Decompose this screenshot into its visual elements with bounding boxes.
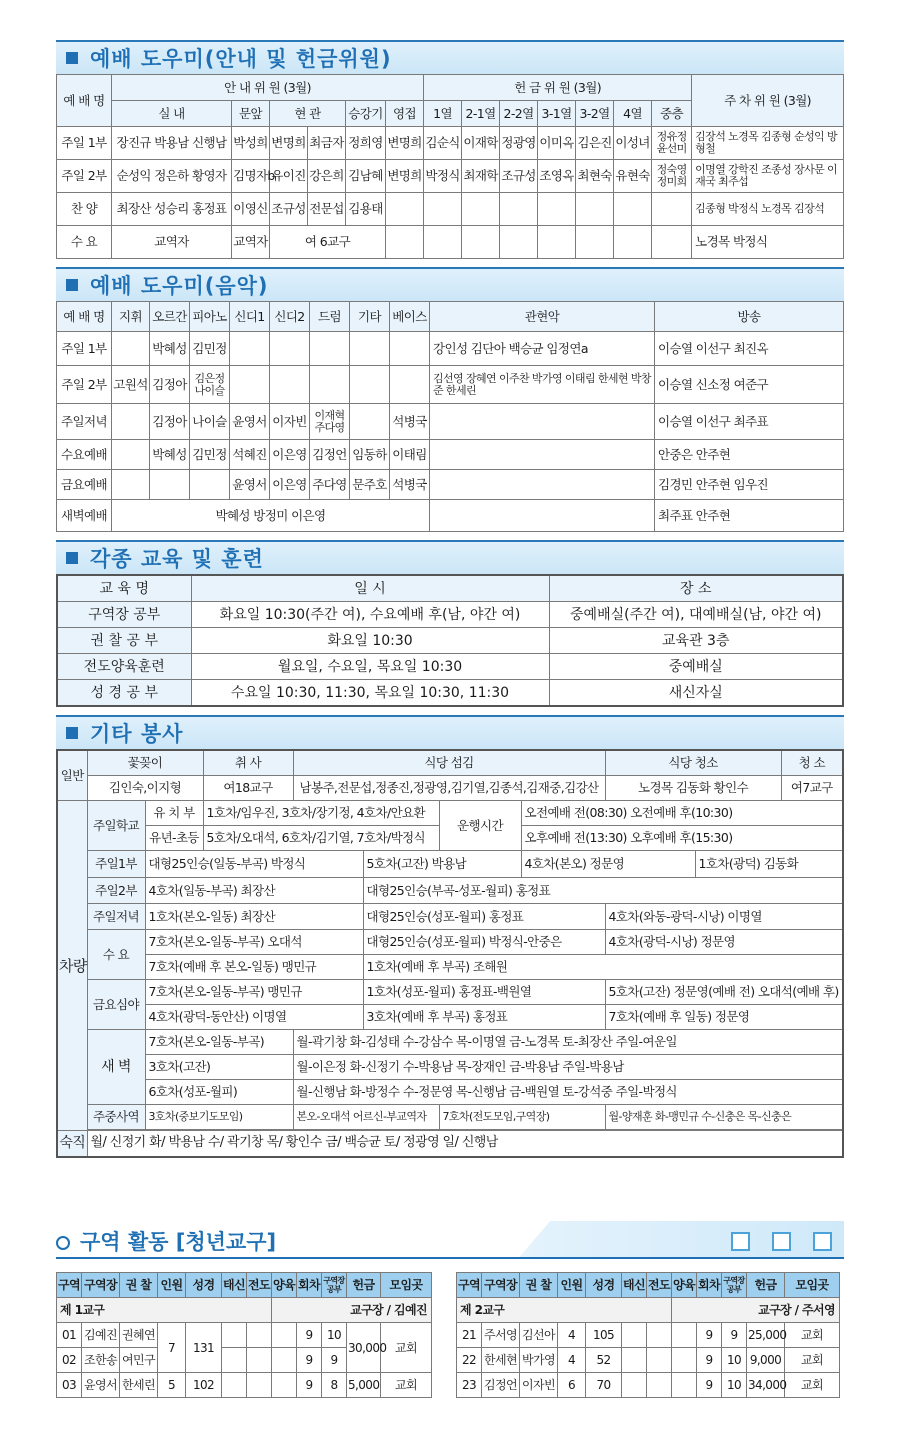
education-table: 교 육 명 일 시 장 소 구역장 공부 화요일 10:30(주간 여), 수요예배 후(남, 야간 여) 중예배실(주간 여), 대예배실(남, 야간 여) 권 찰 공 부 화요일 10:30 교육관 3층 전도양육훈련 월요일, 수요일, 목요일 10:30 중예배실 성 경 공 부 수요일 10:30, 11:30, 목요일 10:30, 11:30 새신자실 (56, 574, 844, 707)
guide-offering-table: 예 배 명 안 내 위 원 (3월) 헌 금 위 원 (3월) 주 차 위 원 (3월) 실 내 문앞 현 관 승강기 영접 1열 2-1열 2-2열 3-1열 3-2열 4열 중층 주일 1부 장진규 박용남 신행남 박성희 변명희 최금자 정희영 변명희 김순식 이재학 정광영 이미옥 김은진 이성녀 정유정 윤선미 김장석 노경목 김종형 순성익 방형철 주일 2부 순성익 정은하 황영자 김명자b 유이진 강은희 김남혜 변명희 박정식 최재학 조규성 조영옥 최현숙 유현숙 정숙영 정미희 이명열 강학진 조종성 장사문 이재국 최주섭 찬 양 최장산 성승리 홍정표 이영신 조규성 전문섭 김용태 김종형 박정식 노경목 김장석 수 요 교역자 교역자 여 6교구 노경목 박정식 (56, 74, 844, 259)
district-2-table: 구역 구역장 권 찰 인원 성경 태신 전도 양육 회차 구역장 공부 헌금 모임곳 제 2교구 교구장 / 주서영 21 주서영 김선아 4 105 9 9 25,000 교회 22 한세현 박가영 4 52 9 10 9,000 교회 23 김정언 이자빈 6 70 9 10 34,000 교회 (456, 1272, 840, 1398)
label-night-duty: 숙직 (57, 1131, 87, 1157)
table-row: 03 윤영서 한세린 5 102 9 8 5,000 교회 (57, 1373, 432, 1398)
table-row: 주일 2부 고원석 김정아 김은정 나이슬 김선영 장혜연 이주찬 박가영 이태림 한세현 박창준 한세린 이승열 신소정 여준구 (57, 366, 844, 404)
table-row: 주일 2부 순성익 정은하 황영자 김명자b 유이진 강은희 김남혜 변명희 박정식 최재학 조규성 조영옥 최현숙 유현숙 정숙영 정미희 이명열 강학진 조종성 장사문 이재국 최주섭 (57, 160, 844, 193)
square-bullet-icon (66, 52, 78, 64)
table-row: 22 한세현 박가영 4 52 9 10 9,000 교회 (457, 1348, 840, 1373)
section-title-worship-helpers: 예배 도우미(안내 및 헌금위원) (56, 40, 844, 74)
square-outline-icon (772, 1232, 791, 1251)
header-parking: 주 차 위 원 (3월) (692, 75, 844, 127)
header-worship-name: 예 배 명 (57, 75, 112, 127)
label-vehicle: 차량 (57, 801, 87, 1131)
section-title-music-helpers: 예배 도우미(음악) (56, 267, 844, 301)
table-row: 새벽예배 박혜성 방정미 이은영 최주표 안주현 (57, 500, 844, 532)
section-title-other-service: 기타 봉사 (56, 715, 844, 749)
area-activity-header: 구역 활동 [청년교구] (56, 1221, 844, 1259)
district-1-table: 구역 구역장 권 찰 인원 성경 태신 전도 양육 회차 구역장 공부 헌금 모임곳 제 1교구 교구장 / 김예진 01 김예진 권혜연 7 131 9 10 30,000 교회 02 조한송 여민구 9 9 03 윤영서 한세린 5 102 9 8 5,000 교회 (56, 1272, 432, 1398)
table-row: 구역장 공부 화요일 10:30(주간 여), 수요예배 후(남, 야간 여) 중예배실(주간 여), 대예배실(남, 야간 여) (57, 602, 843, 628)
square-bullet-icon (66, 279, 78, 291)
table-row: 전도양육훈련 월요일, 수요일, 목요일 10:30 중예배실 (57, 654, 843, 680)
table-header: 예 배 명 지휘 오르간 피아노 신디1 신디2 드럼 기타 베이스 관현악 방송 (57, 302, 844, 332)
table-row: 금요예배 윤영서 이은영 주다영 문주호 석병국 김경민 안주현 임우진 (57, 470, 844, 500)
table-row: 찬 양 최장산 성승리 홍정표 이영신 조규성 전문섭 김용태 김종형 박정식 노경목 김장석 (57, 193, 844, 226)
square-bullet-icon (66, 552, 78, 564)
square-bullet-icon (66, 727, 78, 739)
table-row: 주일저녁 김정아 나이슬 윤영서 이자빈 이재혁 주다영 석병국 이승열 이선구 최주표 (57, 404, 844, 440)
table-row: 수요예배 박혜성 김민정 석혜진 이은영 김정언 임동하 이태림 안중은 안주현 (57, 440, 844, 470)
table-row: 성 경 공 부 수요일 10:30, 11:30, 목요일 10:30, 11:30 새신자실 (57, 680, 843, 707)
header-guide: 안 내 위 원 (3월) (112, 75, 424, 101)
bulletin-page (56, 40, 844, 1158)
table-row: 주일 1부 장진규 박용남 신행남 박성희 변명희 최금자 정희영 변명희 김순식 이재학 정광영 이미옥 김은진 이성녀 정유정 윤선미 김장석 노경목 김종형 순성익 방형철 (57, 127, 844, 160)
table-row: 01 김예진 권혜연 7 131 9 10 30,000 교회 (57, 1323, 432, 1348)
table-row: 수 요 교역자 교역자 여 6교구 노경목 박정식 (57, 226, 844, 259)
label-general: 일반 (57, 750, 87, 801)
table-row: 권 찰 공 부 화요일 10:30 교육관 3층 (57, 628, 843, 654)
table-row: 23 김정언 이자빈 6 70 9 10 34,000 교회 (457, 1373, 840, 1398)
header-offering: 헌 금 위 원 (3월) (424, 75, 692, 101)
table-row: 21 주서영 김선아 4 105 9 9 25,000 교회 (457, 1323, 840, 1348)
circle-bullet-icon (56, 1236, 70, 1250)
music-table (56, 301, 844, 532)
service-table: 일반 꽃꽂이 취 사 식당 섬김 식당 청소 청 소 김인숙,이지형 여18교구 남봉주,전문섭,정종진,정광영,김기열,김종석,김재중,김강산 노경목 김동화 황인수 여7교구 차량 주일학교 유 치 부 1호차/임우진, 3호차/장기정, 4호차/안요환 운행시간 오전예배 전(08:30) 오전예배 후(10:30) 유년-초등 5호차/오대석, 6호차/김기열, 7호차/박정식 오후예배 전(13:30) 오후예배 후(15:30) 주일1부 대형25인승(일동-부곡) 박정식 5호차(고잔) 박용남 4호차(본오) 정문영 1호차(광덕) 김동화 주일2부 4호차(일동-부곡) 최장산 대형25인승(부곡-성포-월피) 홍정표 주일저녁 1호차(본오-일동) 최장산 대형25인승(성포-월피) 홍정표 4호차(와동-광덕-시낭) 이명열 수 요 7호차(본오-일동-부곡) 오대석 대형25인승(성포-월피) 박정식-안중은 4호차(광덕-시낭) 정문영 7호차(예배 후 본오-일동) 맹민규 1호차(예배 후 부곡) 조해원 금요심야 7호차(본오-일동-부곡) 맹민규 1호차(성포-월피) 홍정표-백원열 5호차(고잔) 정문영(예배 전) 오대석(예배 후) 4호차(광덕-동안산) 이명열 3호차(예배 후 부곡) 홍정표 7호차(예배 후 일동) 정문영 새 벽 7호차(본오-일동-부곡) 월-곽기창 화-김성태 수-강삼수 목-이명열 금-노경목 토-최장산 주일-여운일 3호차(고잔) 월-이은정 화-신정기 수-박용남 목-장재인 금-박용남 주일-박용남 6호차(성포-월피) 월-신행남 화-방정수 수-정문영 목-신행남 금-백원열 토-강석중 주일-박정식 주중사역 3호차(중보기도모임) 본오-오대석 어르신-부교역자 7호차(전도모임,구역장) 월-양재훈 화-맹민규 수-신충은 목-신충은 숙직 월/ 신정기 화/ 박용남 수/ 곽기창 목/ 황인수 금/ 백승균 토/ 정광영 일/ 신행남 (56, 749, 844, 1158)
section-title-education: 각종 교육 및 훈련 (56, 540, 844, 574)
table-row: 주일 1부 박혜성 김민정 강인성 김단아 백승균 임정연a 이승열 이선구 최진옥 (57, 332, 844, 366)
square-outline-icon (731, 1232, 750, 1251)
table-row: 02 조한송 여민구 9 9 (57, 1348, 432, 1373)
square-outline-icon (813, 1232, 832, 1251)
